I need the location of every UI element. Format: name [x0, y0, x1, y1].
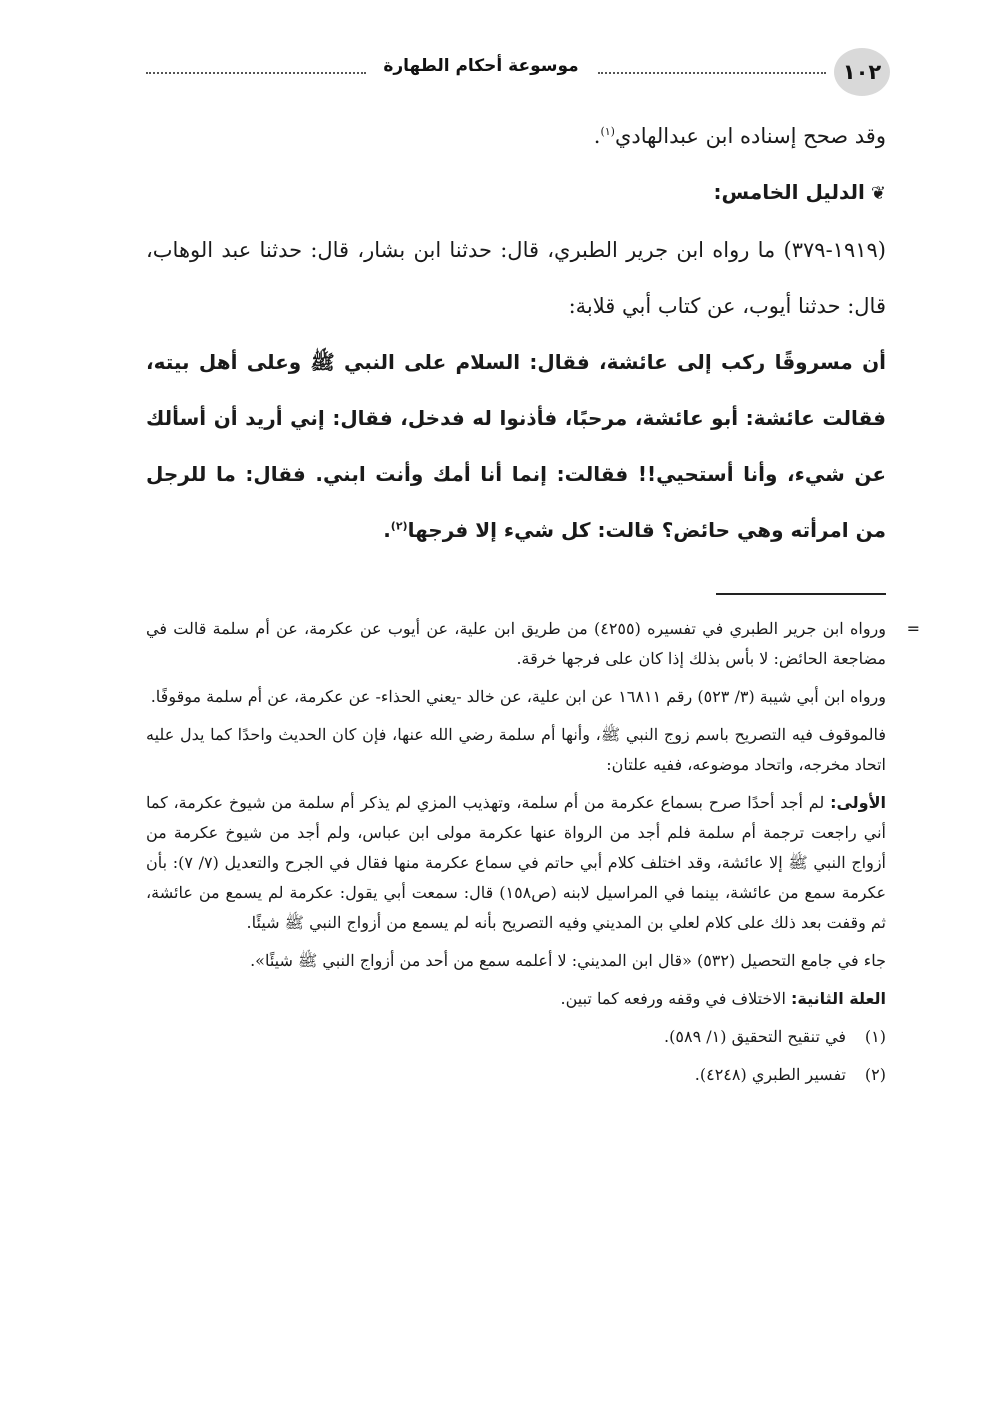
first-defect-label: الأولى: [830, 793, 886, 812]
continuation-mark: = [906, 619, 920, 638]
page-number: ١٠٢ [834, 48, 890, 96]
footnote-continued-2: ورواه ابن أبي شيبة (٣/ ٥٢٣) رقم ١٦٨١١ عن ابن علية، عن خالد -يعني الحذاء- عن عكرمة، عن أم سلمة موقوفًا. [150, 687, 886, 706]
footnote-first-defect [146, 788, 886, 938]
second-defect-text: الاختلاف في وقفه ورفعه كما تبين. [560, 989, 786, 1008]
first-defect-text: لم أجد أحدًا صرح بسماع عكرمة من أم سلمة، وتهذيب المزي لم يذكر أم سلمة من شيوخ عكرمة، كما أني راجعت ترجمة أم سلمة فلم أجد من الرواة عنها عكرمة مولى ابن عباس، ولم أجد من شيوخ عكرمة من أزواج النبي ﷺ إلا عائشة، وقد اختلف كلام أبي حاتم في سماع عكرمة منها فقال في الجرح والتعديل (٧/ ٧): بأن عكرمة سمع من عائشة، بينما في المراسيل لابنه (ص١٥٨) قال: سمعت أبي يقول: عكرمة لم يسمع من عائشة، ثم وقفت بعد ذلك على كلام لعلي بن المديني وفيه التصريح بأنه لم يسمع من أزواج النبي ﷺ شيئًا. [146, 793, 887, 932]
paragraph-hadith-chain: (١٩١٩-٣٧٩) ما رواه ابن جرير الطبري، قال: حدثنا ابن بشار، قال: حدثنا عبد الوهاب، قال: حدثنا أيوب، عن كتاب أبي قلابة: [146, 238, 886, 318]
leaf-icon: ❦ [870, 183, 886, 204]
section-heading [146, 164, 886, 222]
hadith-quote-text: أن مسروقًا ركب إلى عائشة، فقال: السلام على النبي ﷺ وعلى أهل بيته، فقالت عائشة: أبو عائشة، مرحبًا، فأذنوا له فدخل، فقال: إني أريد أن أسألك عن شيء، وأنا أستحيي!! فقالت: إنما أنا أمك وأنت ابني. فقال: ما للرجل من امرأته وهي حائض؟ قالت: كل شيء إلا فرجها [146, 350, 886, 542]
footnote-ref-1[interactable]: (١) [600, 125, 615, 138]
paragraph-isnad-note [146, 108, 886, 164]
footnote-ref-2[interactable]: (٢) [390, 519, 408, 533]
footnote-second-defect [146, 984, 886, 1014]
footnote-continued-5: جاء في جامع التحصيل (٥٣٢) «قال ابن المديني: لا أعلمه سمع من أحد من أزواج النبي ﷺ شيئًا». [250, 951, 886, 970]
section-heading-text: الدليل الخامس: [713, 180, 865, 204]
footnote-number: (٢) [864, 1065, 886, 1084]
hadith-quote [146, 334, 886, 558]
header-divider-left [146, 72, 366, 74]
footnote-separator [716, 593, 886, 595]
isnad-note-text: وقد صحح إسناده ابن عبدالهادي [614, 124, 886, 148]
main-text [146, 108, 886, 558]
footnote-item [146, 1022, 886, 1052]
page-header [146, 50, 886, 100]
footnote-item [146, 1060, 886, 1090]
header-divider-right [598, 72, 826, 74]
footnotes [146, 614, 920, 1098]
footnote-continued-1-text: ورواه ابن جرير الطبري في تفسيره (٤٢٥٥) من طريق ابن علية، عن أيوب عن عكرمة، عن أم سلمة قالت في مضاجعة الحائض: لا بأس بذلك إذا كان على فرجها خرقة. [146, 619, 887, 668]
isnad-note-end: . [593, 124, 601, 148]
book-title: موسوعة أحكام الطهارة [383, 56, 579, 76]
second-defect-label: العلة الثانية: [791, 989, 886, 1008]
footnote-continued-1 [146, 614, 920, 674]
hadith-quote-end: . [383, 518, 391, 542]
footnote-continued-3: فالموقوف فيه التصريح باسم زوج النبي ﷺ، وأنها أم سلمة رضي الله عنها، فإن كان الحديث واحدًا كما يدل عليه اتحاد مخرجه، واتحاد موضوعه، ففيه علتان: [146, 725, 886, 774]
footnote-text: تفسير الطبري (٤٢٤٨). [694, 1065, 846, 1084]
footnote-list [146, 1022, 886, 1090]
footnote-text: في تنقيح التحقيق (١/ ٥٨٩). [664, 1027, 846, 1046]
footnote-number: (١) [864, 1027, 886, 1046]
